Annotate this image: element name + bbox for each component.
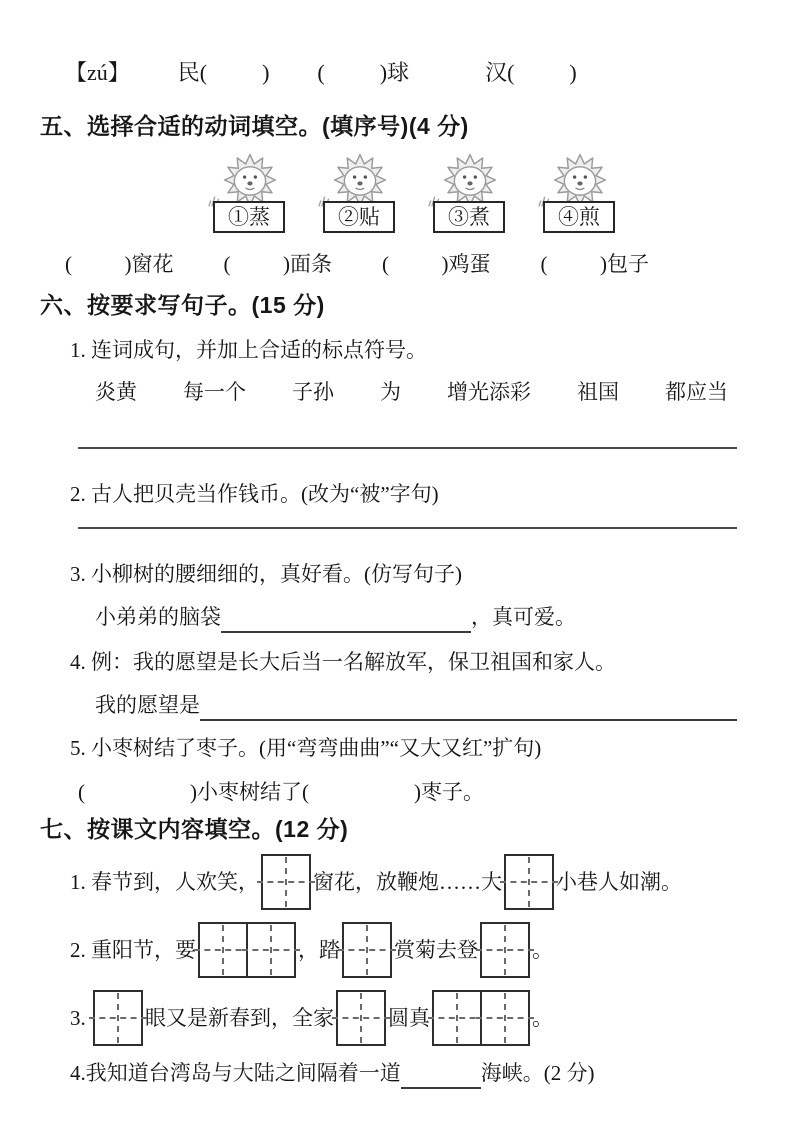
verb-label: ①蒸: [213, 201, 285, 233]
fill-text: 海峡。(2 分): [480, 1061, 595, 1085]
fill-text: 。: [532, 1006, 553, 1030]
fill-text: 赏菊去登: [394, 938, 478, 962]
verb-blank-item: ( )面条: [223, 252, 332, 276]
tian-zi-ge-box: [336, 990, 386, 1046]
tian-zi-ge-box: [261, 854, 311, 910]
word-item: 每一个: [183, 380, 246, 404]
answer-sentence: ( )小枣树结了( )枣子。: [78, 780, 484, 804]
section-6-title: 六、按要求写句子。(15 分): [40, 292, 325, 318]
verb-blank-row: [40, 249, 748, 279]
fill-text: 小巷人如潮。: [556, 870, 682, 894]
underline-blank: [401, 1061, 481, 1089]
fill-line: [40, 919, 748, 981]
pinyin-bracket: 【zú】: [65, 60, 130, 85]
tian-zi-ge-box: [198, 922, 248, 978]
word-item: 增光添彩: [447, 380, 531, 404]
tian-zi-ge-box: [246, 922, 296, 978]
fill-text: ，踏: [298, 938, 340, 962]
fill-line: [40, 851, 748, 913]
tian-zi-ge-box: [342, 922, 392, 978]
underline-blank: [221, 605, 471, 633]
word-item: 炎黄: [95, 380, 137, 404]
verb-label: ③煮: [433, 201, 505, 233]
fill-text: 。: [532, 938, 553, 962]
pinyin-row: [40, 58, 748, 88]
section-7-title: 七、按课文内容填空。(12 分): [40, 816, 349, 842]
fill-line: [40, 987, 748, 1049]
answer-line: [78, 447, 737, 449]
fill-text: 眼又是新春到，全家: [145, 1006, 334, 1030]
answer-line: [78, 527, 737, 529]
word-item: 子孙: [292, 380, 334, 404]
tian-zi-ge-box: [480, 990, 530, 1046]
tian-zi-ge-box: [504, 854, 554, 910]
question-prompt: 3. 小柳树的腰细细的，真好看。(仿写句子): [70, 562, 462, 586]
pinyin-item: 汉( ): [485, 60, 577, 85]
verb-blank-item: ( )鸡蛋: [382, 252, 491, 276]
underline-blank: [200, 693, 737, 721]
answer-prefix: 我的愿望是: [95, 693, 200, 717]
word-item: 祖国: [577, 380, 619, 404]
verb-card: [535, 150, 623, 233]
question-prompt: 2. 古人把贝壳当作钱币。(改为“被”字句): [70, 482, 439, 506]
fill-text: 3.: [70, 1006, 91, 1030]
verb-card-row: [205, 150, 748, 233]
verb-card: [205, 150, 293, 233]
fill-text: 圆真: [388, 1006, 430, 1030]
answer-sentence: [40, 689, 748, 721]
pinyin-item: ( )球: [317, 60, 410, 85]
question-prompt: 1. 连词成句，并加上合适的标点符号。: [70, 338, 427, 362]
verb-label: ④煎: [543, 201, 615, 233]
answer-suffix: ，真可爱。: [471, 605, 576, 629]
fill-text: 1. 春节到，人欢笑，: [70, 870, 259, 894]
tian-zi-ge-box: [480, 922, 530, 978]
fill-text: 2. 重阳节，要: [70, 938, 196, 962]
tian-zi-ge-box: [432, 990, 482, 1046]
word-item: 都应当: [665, 380, 728, 404]
fill-text: 4.我知道台湾岛与大陆之间隔着一道: [70, 1061, 401, 1085]
fill-text: 窗花，放鞭炮……大: [313, 870, 502, 894]
question-prompt: 4. 例：我的愿望是长大后当一名解放军，保卫祖国和家人。: [70, 650, 616, 674]
verb-card: [315, 150, 403, 233]
tian-zi-ge-box: [93, 990, 143, 1046]
answer-sentence: [40, 601, 748, 633]
section-5-title: 五、选择合适的动词填空。(填序号)(4 分): [40, 113, 469, 139]
verb-card: [425, 150, 513, 233]
question-prompt: 5. 小枣树结了枣子。(用“弯弯曲曲”“又大又红”扩句): [70, 736, 542, 760]
verb-label: ②贴: [323, 201, 395, 233]
word-item: 为: [380, 380, 401, 404]
fill-line: [40, 1057, 748, 1089]
verb-blank-item: ( )窗花: [65, 252, 174, 276]
pinyin-item: 民( ): [177, 60, 270, 85]
answer-prefix: 小弟弟的脑袋: [95, 605, 221, 629]
verb-blank-item: ( )包子: [540, 252, 649, 276]
word-bank: [40, 377, 748, 407]
